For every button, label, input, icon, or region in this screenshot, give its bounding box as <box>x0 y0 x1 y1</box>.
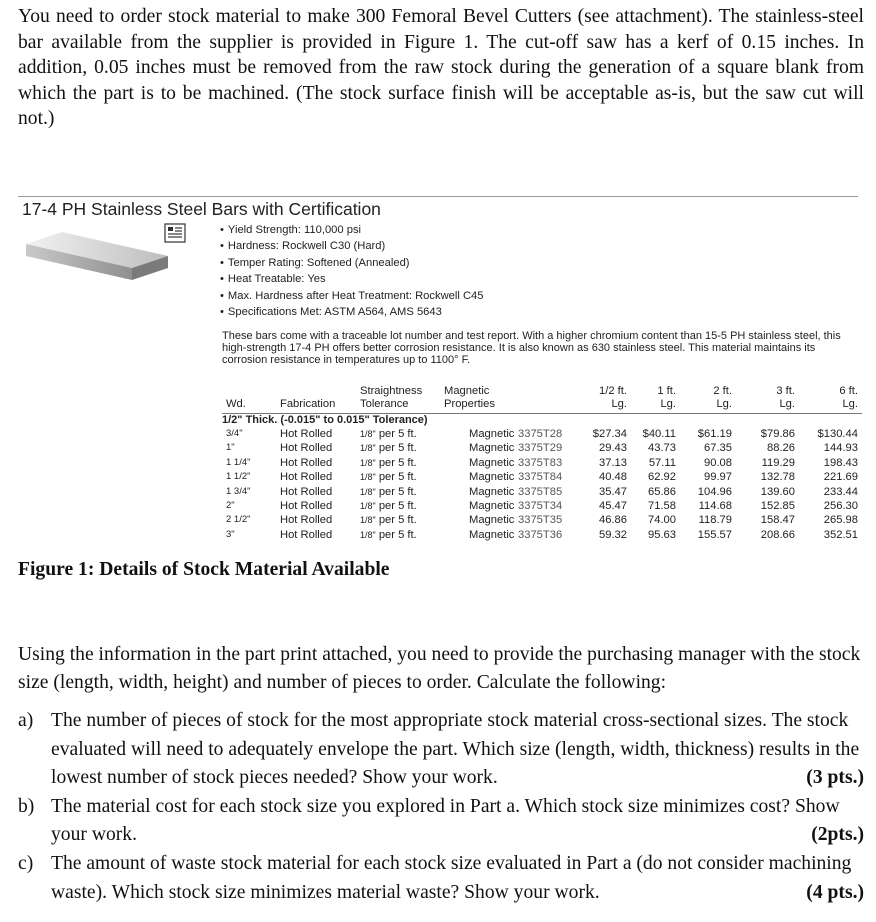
table-row <box>222 456 862 470</box>
straightness-unit: per 5 ft. <box>375 442 417 455</box>
straightness-value: 1/8" <box>360 529 376 540</box>
row-part-number[interactable]: 3375T29 <box>518 442 563 455</box>
row-width: 1 1/4" <box>226 456 251 468</box>
row-price-1-ft: 95.63 <box>648 528 676 541</box>
row-price-2-ft: 99.97 <box>704 471 732 484</box>
part-points: (4 pts.) <box>806 881 864 903</box>
col-header-width: Wd. <box>226 398 246 410</box>
col-header-magnetic: Magnetic <box>444 385 490 397</box>
row-part-number[interactable]: 3375T83 <box>518 456 563 469</box>
row-price-half-ft: $27.34 <box>592 428 627 440</box>
row-part-number[interactable]: 3375T35 <box>518 514 563 527</box>
property-item: • Specifications Met: ASTM A564, AMS 5643 <box>220 304 483 320</box>
row-price-2-ft: $61.19 <box>697 428 732 440</box>
row-straightness <box>360 485 417 499</box>
row-price-3-ft: 132.78 <box>760 471 795 484</box>
row-price-3-ft: 208.66 <box>760 528 795 541</box>
row-width: 2" <box>226 499 235 511</box>
col-header-fabrication: Fabrication <box>280 398 336 410</box>
straightness-value: 1/8" <box>360 443 376 454</box>
row-price-half-ft: 40.48 <box>599 471 627 484</box>
row-price-half-ft: 45.47 <box>599 499 627 512</box>
col-header-lg: Lg. <box>779 398 795 410</box>
question-part-c <box>18 850 864 907</box>
col-header-tolerance: Tolerance <box>360 398 409 410</box>
part-letter: b) <box>18 795 35 817</box>
row-magnetic: Magnetic <box>469 471 515 484</box>
property-item: • Max. Hardness after Heat Treatment: Rockwell C45 <box>220 288 483 304</box>
straightness-unit: per 5 ft. <box>375 514 417 527</box>
table-row <box>222 427 862 441</box>
row-magnetic: Magnetic <box>469 499 515 512</box>
table-row <box>222 470 862 484</box>
straightness-unit: per 5 ft. <box>375 471 417 484</box>
row-fabrication: Hot Rolled <box>280 471 333 484</box>
col-header-1-ft: 1 ft. <box>657 385 676 397</box>
property-list <box>220 222 483 320</box>
row-price-6-ft: 265.98 <box>823 514 858 527</box>
property-item: • Heat Treatable: Yes <box>220 271 483 287</box>
thickness-subheader: 1/2" Thick. (-0.015" to 0.015" Tolerance) <box>222 414 428 426</box>
property-item: • Yield Strength: 110,000 psi <box>220 222 483 238</box>
row-part-number[interactable]: 3375T85 <box>518 485 563 498</box>
row-price-6-ft: $130.44 <box>817 428 858 440</box>
straightness-unit: per 5 ft. <box>375 456 417 469</box>
row-price-1-ft: 62.92 <box>648 471 676 484</box>
col-header-straightness: Straightness <box>360 385 423 397</box>
row-price-half-ft: 46.86 <box>599 514 627 527</box>
question-part-b <box>18 793 864 850</box>
question-parts <box>18 707 864 907</box>
row-price-2-ft: 67.35 <box>704 442 732 455</box>
row-price-1-ft: 57.11 <box>648 456 676 469</box>
row-price-3-ft: 119.29 <box>761 456 795 469</box>
row-fabrication: Hot Rolled <box>280 442 333 455</box>
catalog-title: 17-4 PH Stainless Steel Bars with Certification <box>22 199 381 219</box>
straightness-unit: per 5 ft. <box>375 528 417 541</box>
row-price-1-ft: 74.00 <box>648 514 676 527</box>
row-fabrication: Hot Rolled <box>280 456 333 469</box>
col-header-2-ft: 2 ft. <box>713 385 732 397</box>
col-header-6-ft: 6 ft. <box>839 385 858 397</box>
row-price-6-ft: 352.51 <box>823 528 858 541</box>
row-straightness <box>360 513 417 527</box>
straightness-unit: per 5 ft. <box>375 499 417 512</box>
row-price-half-ft: 59.32 <box>599 528 627 541</box>
col-header-3-ft: 3 ft. <box>776 385 795 397</box>
row-price-3-ft: 158.47 <box>760 514 795 527</box>
straightness-unit: per 5 ft. <box>375 428 417 440</box>
catalog-divider <box>18 196 858 197</box>
col-header-properties: Properties <box>444 398 495 410</box>
row-price-2-ft: 104.96 <box>697 485 732 498</box>
row-price-3-ft: 139.60 <box>760 485 795 498</box>
part-points: (2pts.) <box>811 824 864 846</box>
table-row <box>222 499 862 513</box>
straightness-value: 1/8" <box>360 486 376 497</box>
row-width: 1 1/2" <box>226 471 251 483</box>
steel-bar-image <box>22 226 172 284</box>
straightness-value: 1/8" <box>360 472 376 483</box>
row-magnetic: Magnetic <box>469 442 515 455</box>
row-fabrication: Hot Rolled <box>280 485 333 498</box>
row-price-6-ft: 221.69 <box>823 471 858 484</box>
property-item: • Hardness: Rockwell C30 (Hard) <box>220 238 483 254</box>
part-points: (3 pts.) <box>806 767 864 789</box>
row-price-1-ft: 43.73 <box>648 442 676 455</box>
catalog-figure <box>18 196 858 541</box>
table-row <box>222 441 862 455</box>
question-intro: Using the information in the part print attached, you need to provide the purchasing manager with the stock size (length, width, height) and number of pieces to order. Calculate the following: <box>18 644 861 693</box>
row-price-2-ft: 114.68 <box>698 499 732 512</box>
row-straightness <box>360 470 417 484</box>
row-price-3-ft: 88.26 <box>767 442 795 455</box>
row-width: 3/4" <box>226 428 243 439</box>
figure-caption: Figure 1: Details of Stock Material Available <box>18 559 390 580</box>
row-straightness <box>360 528 417 542</box>
row-fabrication: Hot Rolled <box>280 514 333 527</box>
part-letter: a) <box>18 710 34 731</box>
problem-statement: You need to order stock material to make 300 Femoral Bevel Cutters (see attachment). The stainless-steel bar available from the supplier is provided in Figure 1. The cut-off saw has a kerf of 0.15 inches. In addition, 0.05 inches must be removed from the raw stock during the generation of a square blank from which the part is to be machined. (The stock surface finish will be acceptable as-is, but the saw cut will not.) <box>18 6 864 129</box>
row-magnetic: Magnetic <box>469 485 515 498</box>
row-straightness <box>360 499 417 513</box>
col-header-lg: Lg. <box>611 398 627 410</box>
row-part-number[interactable]: 3375T36 <box>518 528 563 541</box>
row-price-half-ft: 37.13 <box>599 456 627 469</box>
part-text: The amount of waste stock material for each stock size evaluated in Part a (do not consider machining waste). Which stock size minimizes material waste? Show your work. <box>51 852 852 903</box>
price-table <box>222 383 862 542</box>
row-price-1-ft: 71.58 <box>648 499 676 512</box>
row-part-number[interactable]: 3375T28 <box>518 428 563 440</box>
straightness-value: 1/8" <box>360 500 376 511</box>
straightness-value: 1/8" <box>360 429 376 439</box>
row-price-1-ft: $40.11 <box>642 428 676 440</box>
part-text: The material cost for each stock size you explored in Part a. Which stock size minimizes cost? Show your work. <box>51 795 840 846</box>
row-price-3-ft: 152.85 <box>760 499 795 512</box>
col-header-half-ft: 1/2 ft. <box>599 385 627 397</box>
row-width: 3" <box>226 528 235 540</box>
product-description: These bars come with a traceable lot number and test report. With a higher chromium content than 15-5 PH stainless steel, this high-strength 17-4 PH offers better corrosion resistance. It is also known as 630 stainless steel. This material maintains its corrosion resistance in temperatures up to 1100° F. <box>222 330 841 367</box>
row-price-3-ft: $79.86 <box>760 428 795 440</box>
straightness-value: 1/8" <box>360 515 376 526</box>
row-price-2-ft: 155.57 <box>697 528 732 541</box>
part-letter: c) <box>18 852 34 874</box>
row-fabrication: Hot Rolled <box>280 499 333 512</box>
property-item: • Temper Rating: Softened (Annealed) <box>220 255 483 271</box>
row-price-6-ft: 233.44 <box>823 485 858 498</box>
row-price-2-ft: 90.08 <box>704 456 732 469</box>
row-straightness <box>360 441 417 455</box>
row-width: 1 3/4" <box>226 485 251 497</box>
table-header <box>222 383 862 414</box>
row-straightness <box>360 427 417 441</box>
table-body <box>222 427 862 542</box>
row-price-6-ft: 256.30 <box>823 499 858 512</box>
table-row <box>222 528 862 542</box>
row-magnetic: Magnetic <box>469 428 515 440</box>
row-straightness <box>360 456 417 470</box>
part-text: The number of pieces of stock for the most appropriate stock material cross-sectional sizes. The stock evaluated will need to adequately envelope the part. Which size (length, width, thickness) results in the lowest number of stock pieces needed? Show your work. <box>51 710 860 789</box>
row-part-number[interactable]: 3375T34 <box>518 499 563 512</box>
row-price-half-ft: 35.47 <box>599 485 627 498</box>
row-width: 2 1/2" <box>226 514 251 526</box>
col-header-lg: Lg. <box>716 398 732 410</box>
table-row <box>222 485 862 499</box>
col-header-lg: Lg. <box>842 398 858 410</box>
row-magnetic: Magnetic <box>469 514 515 527</box>
row-magnetic: Magnetic <box>469 456 515 469</box>
table-row <box>222 513 862 527</box>
row-magnetic: Magnetic <box>469 528 515 541</box>
straightness-unit: per 5 ft. <box>375 485 417 498</box>
row-part-number[interactable]: 3375T84 <box>518 471 563 484</box>
row-fabrication: Hot Rolled <box>280 428 333 440</box>
row-width: 1" <box>226 442 235 454</box>
question-part-a <box>18 707 864 793</box>
row-fabrication: Hot Rolled <box>280 528 333 541</box>
row-price-2-ft: 118.79 <box>698 514 732 527</box>
col-header-lg: Lg. <box>660 398 676 410</box>
row-price-6-ft: 144.93 <box>823 442 858 455</box>
row-price-1-ft: 65.86 <box>648 485 676 498</box>
straightness-value: 1/8" <box>360 457 376 468</box>
row-price-half-ft: 29.43 <box>599 442 627 455</box>
spec-sheet-icon[interactable] <box>164 223 186 243</box>
row-price-6-ft: 198.43 <box>823 456 858 469</box>
